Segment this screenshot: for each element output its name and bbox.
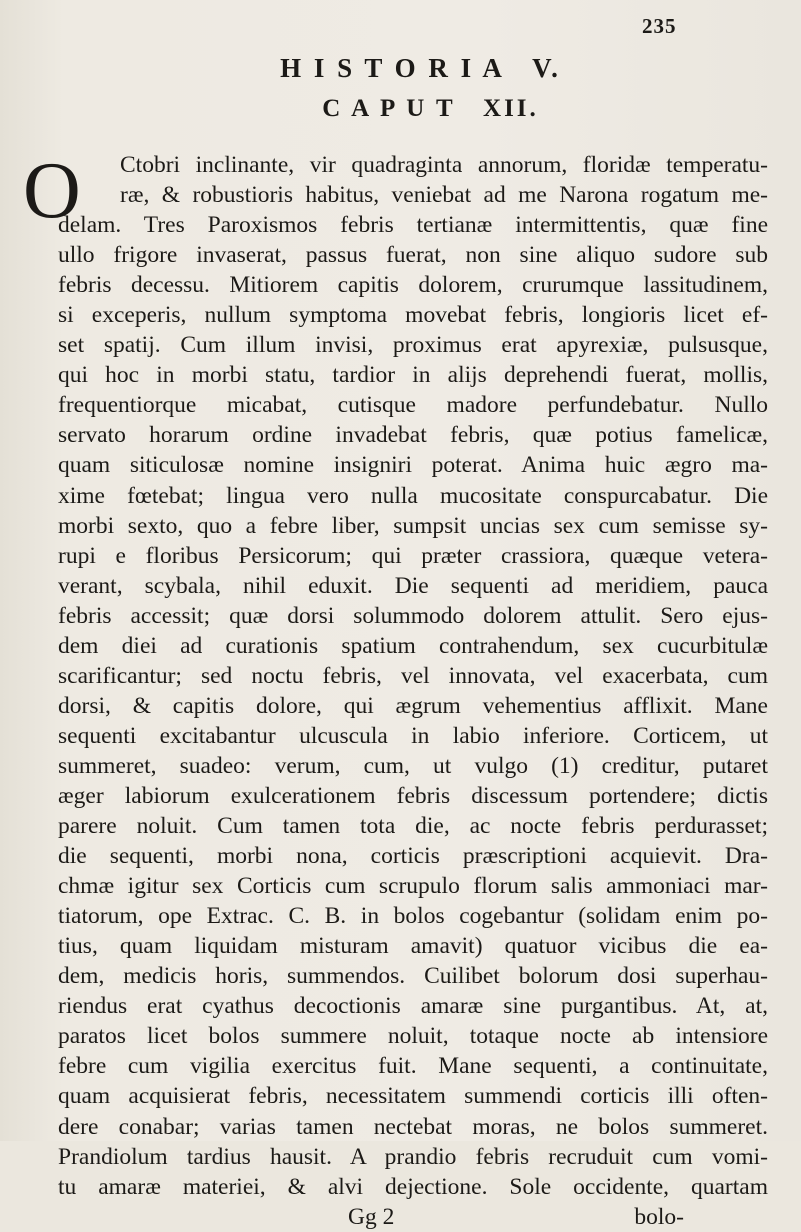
text-line: frequentiorque micabat, cutisque madore perfundebatur. Nullo xyxy=(58,392,768,419)
text-line: dem diei ad curationis spatium contrahendum, sex cucurbitulæ xyxy=(58,632,768,659)
page-footer xyxy=(58,1202,768,1232)
text-line: æger labiorum exulcerationem febris discessum portendere; dictis xyxy=(58,782,768,809)
text-line: parere noluit. Cum tamen tota die, ac nocte febris perdurasset; xyxy=(58,813,768,840)
text-line: set spatij. Cum illum invisi, proximus erat apyrexiæ, pulsusque, xyxy=(58,332,768,359)
text-line: xime fœtebat; lingua vero nulla mucositate conspurcabatur. Die xyxy=(58,482,768,509)
text-line: dorsi, & capitis dolore, qui ægrum vehementius afflixit. Mane xyxy=(58,692,768,719)
drop-initial: O xyxy=(23,147,81,235)
text-line: Ctobri inclinante, vir quadraginta annorum, floridæ temperatu- xyxy=(120,152,768,178)
text-line: delam. Tres Paroxismos febris tertianæ intermittentis, quæ fine xyxy=(58,212,768,239)
catchword: bolo- xyxy=(634,1203,684,1230)
text-line: ræ, & robustioris habitus, veniebat ad me Narona rogatum me- xyxy=(120,182,768,209)
running-head-title: H I S T O R I A V. xyxy=(280,53,561,83)
text-line: quam siticulosæ nomine insigniri poterat. Anima huic ægro ma- xyxy=(58,452,768,479)
text-line: chmæ igitur sex Corticis cum scrupulo florum salis ammoniaci mar- xyxy=(58,873,768,900)
text-line: die sequenti, morbi nona, corticis præscriptioni acquievit. Dra- xyxy=(58,843,768,870)
text-line: quam acquisierat febris, necessitatem summendi corticis illi often- xyxy=(58,1083,768,1110)
text-line: febris decessu. Mitiorem capitis dolorem, crurumque lassitudinem, xyxy=(58,272,768,299)
text-line: Prandiolum tardius hausit. A prandio febris recruduit cum vomi- xyxy=(58,1143,768,1170)
text-line: febris accessit; quæ dorsi solummodo dolorem attulit. Sero ejus- xyxy=(58,602,768,629)
text-line: dere conabar; varias tamen nectebat moras, ne bolos summeret. xyxy=(58,1113,768,1140)
text-line: sequenti excitabantur ulcuscula in labio inferiore. Corticem, ut xyxy=(58,722,768,749)
text-line: dem, medicis horis, summendos. Cuilibet bolorum dosi superhau- xyxy=(58,963,768,990)
text-line: tu amaræ materiei, & alvi dejectione. Sole occidente, quartam xyxy=(58,1173,768,1200)
text-line: riendus erat cyathus decoctionis amaræ sine purgantibus. At, at, xyxy=(58,993,768,1020)
text-line: morbi sexto, quo a febre liber, sumpsit uncias sex cum semisse sy- xyxy=(58,512,768,539)
body-text xyxy=(58,150,768,1232)
text-line: tiatorum, ope Extrac. C. B. in bolos cogebantur (solidam enim po- xyxy=(58,903,768,930)
text-line: si exceperis, nullum symptoma movebat febris, longioris licet ef- xyxy=(58,302,768,329)
text-line: tius, quam liquidam misturam amavit) quatuor vicibus die ea- xyxy=(58,933,768,960)
text-line: verant, scybala, nihil eduxit. Die sequenti ad meridiem, pauca xyxy=(58,572,768,599)
text-line: qui hoc in morbi statu, tardior in alijs deprehendi fuerat, mollis, xyxy=(58,362,768,389)
text-line: scarificantur; sed noctu febris, vel innovata, vel exacerbata, cum xyxy=(58,662,768,689)
signature-mark: Gg 2 xyxy=(348,1203,395,1230)
text-line: ullo frigore invaserat, passus fuerat, non sine aliquo sudore sub xyxy=(58,242,768,269)
text-line: summeret, suadeo: verum, cum, ut vulgo (1) creditur, putaret xyxy=(58,752,768,779)
running-head-chapter: C A P U T XII. xyxy=(322,95,539,122)
text-line: rupi e floribus Persicorum; qui præter crassiora, quæque vetera- xyxy=(58,542,768,569)
text-line: servato horarum ordine invadebat febris, quæ potius famelicæ, xyxy=(58,422,768,449)
page-number: 235 xyxy=(642,14,677,38)
text-line: febre cum vigilia exercitus fuit. Mane sequenti, a continuitate, xyxy=(58,1053,768,1080)
text-line: paratos licet bolos summere noluit, totaque nocte ab intensiore xyxy=(58,1023,768,1050)
